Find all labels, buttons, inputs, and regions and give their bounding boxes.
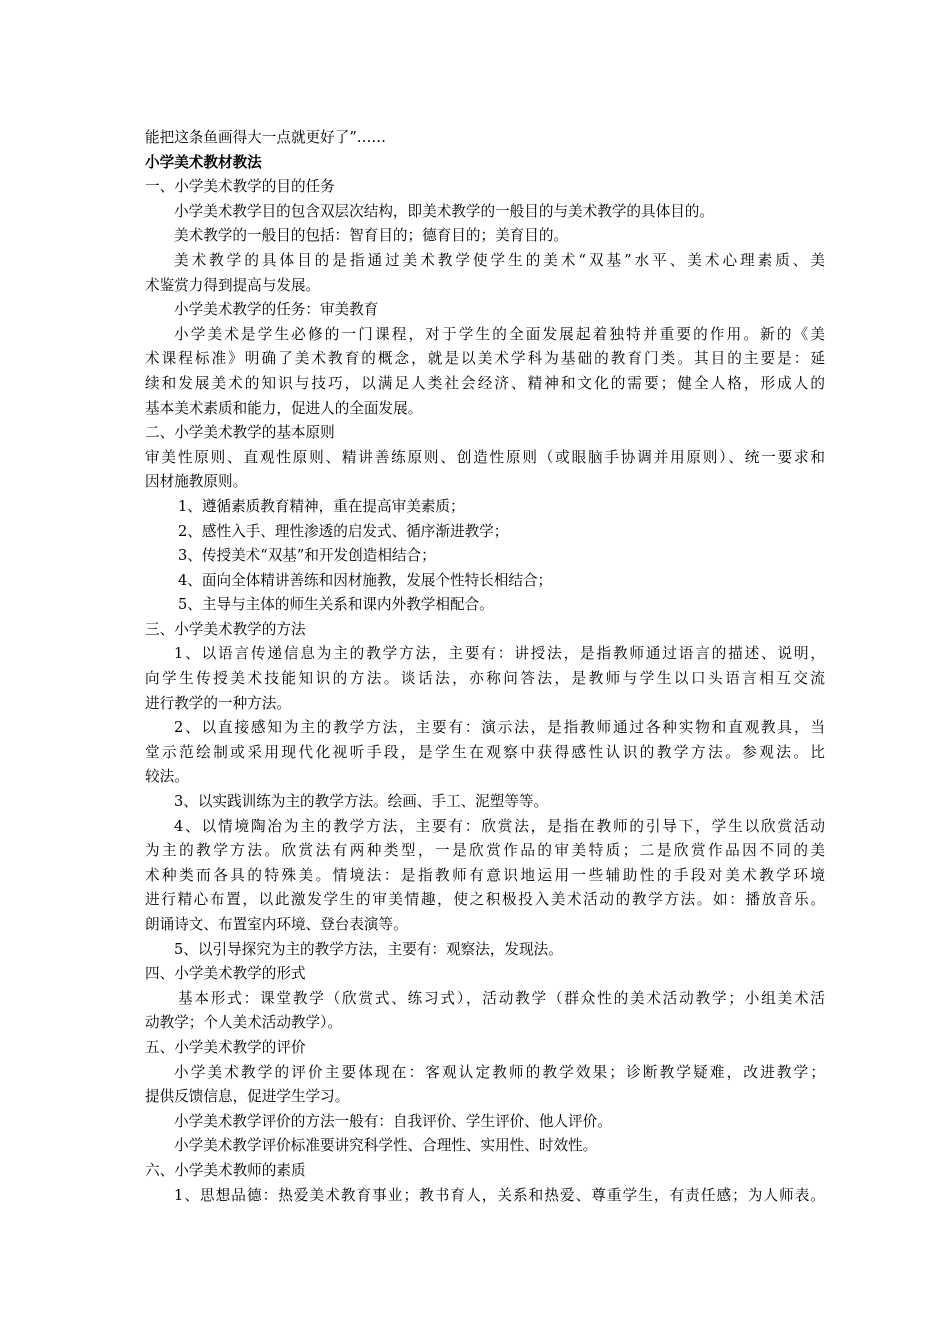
text-line: 术课程标准》明确了美术教育的概念，就是以美术学科为基础的教育门类。其目的主要是：延 [145,350,825,368]
text-line: 向学生传授美术技能知识的方法。谈话法，亦称问答法，是教师与学生以口头语言相互交流 [145,670,825,688]
text-line: 5、以引导探究为主的教学方法，主要有：观察法，发现法。 [174,940,563,958]
text-line: 为主的教学方法。欣赏法有两种类型，一是欣赏作品的审美特质；二是欣赏作品因不同的美 [145,842,825,860]
text-line: 3、以实践训练为主的教学方法。绘画、手工、泥塑等等。 [174,793,549,811]
text-line: 续和发展美术的知识与技巧，以满足人类社会经济、精神和文化的需要；健全人格，形成人的 [145,374,825,392]
section-heading: 四、小学美术教学的形式 [145,965,306,983]
text-line: 1、思想品德：热爱美术教育事业；教书育人，关系和热爱、尊重学生，有责任感；为人师表。 [174,1186,825,1204]
text-line: 美术教学的一般目的包括：智育目的；德育目的；美育目的。 [174,227,569,245]
text-line: 小学美术教学评价标准要讲究科学性、合理性、实用性、时效性。 [174,1137,598,1155]
text-line: 5、主导与主体的师生关系和课内外教学相配合。 [178,596,494,614]
text-line: 1、遵循素质教育精神，重在提高审美素质； [178,497,465,515]
text-line: 小学美术教学的评价主要体现在：客观认定教师的教学效果；诊断教学疑难，改进教学； [174,1063,825,1081]
text-line: 基本形式：课堂教学（欣赏式、练习式），活动教学（群众性的美术活动教学；小组美术活 [178,989,825,1007]
text-line: 3、传授美术“双基”和开发创造相结合； [178,547,436,565]
text-line: 小学美术教学的任务：审美教育 [174,301,379,319]
text-line: 审美性原则、直观性原则、精讲善练原则、创造性原则（或眼脑手协调并用原则）、统一要求和 [145,448,825,466]
section-heading: 一、小学美术教学的目的任务 [145,178,335,196]
document-body [145,126,825,1208]
text-line: 能把这条鱼画得大一点就更好了”…… [145,129,386,146]
section-title: 小学美术教材教法 [145,153,262,171]
text-line: 较法。 [145,768,189,786]
text-line: 进行教学的一种方法。 [145,694,291,712]
text-line: 堂示范绘制或采用现代化视听手段，是学生在观察中获得感性认识的教学方法。参观法。比 [145,743,825,761]
section-heading: 五、小学美术教学的评价 [145,1038,306,1056]
text-line: 2、以直接感知为主的教学方法，主要有：演示法，是指教师通过各种实物和直观教具，当 [174,719,825,737]
text-line: 术种类而各具的特殊美。情境法：是指教师有意识地运用一些辅助性的手段对美术教学环境 [145,866,825,884]
section-heading: 三、小学美术教学的方法 [145,620,306,638]
text-line: 动教学；个人美术活动教学）。 [145,1014,343,1032]
text-line: 1、以语言传递信息为主的教学方法，主要有：讲授法，是指教师通过语言的描述、说明， [174,645,825,663]
document-page [145,126,825,1208]
text-line: 4、面向全体精讲善练和因材施教，发展个性特长相结合； [178,571,553,589]
text-line: 提供反馈信息，促进学生学习。 [145,1088,350,1106]
text-line: 术鉴赏力得到提高与发展。 [145,276,321,294]
text-line: 基本美术素质和能力，促进人的全面发展。 [145,399,423,417]
text-line: 4、以情境陶冶为主的教学方法，主要有：欣赏法，是指在教师的引导下，学生以欣赏活动 [174,817,825,835]
text-line: 小学美术教学目的包含双层次结构，即美术教学的一般目的与美术教学的具体目的。 [174,202,714,220]
text-line: 美术教学的具体目的是指通过美术教学使学生的美术“双基”水平、美术心理素质、美 [174,251,825,269]
text-line: 小学美术教学评价的方法一般有：自我评价、学生评价、他人评价。 [174,1112,612,1130]
section-heading: 二、小学美术教学的基本原则 [145,424,335,442]
text-line: 2、感性入手、理性渗透的启发式、循序渐进教学； [178,522,509,540]
text-line: 朗诵诗文、布置室内环境、登台表演等。 [145,916,408,933]
text-line: 进行精心布置，以此激发学生的审美情趣，使之积极投入美术活动的教学方法。如：播放音乐。 [145,891,825,909]
text-line: 小学美术是学生必修的一门课程，对于学生的全面发展起着独特并重要的作用。新的《美 [174,325,825,343]
section-heading: 六、小学美术教师的素质 [145,1161,306,1179]
text-line: 因材施教原则。 [145,473,248,491]
